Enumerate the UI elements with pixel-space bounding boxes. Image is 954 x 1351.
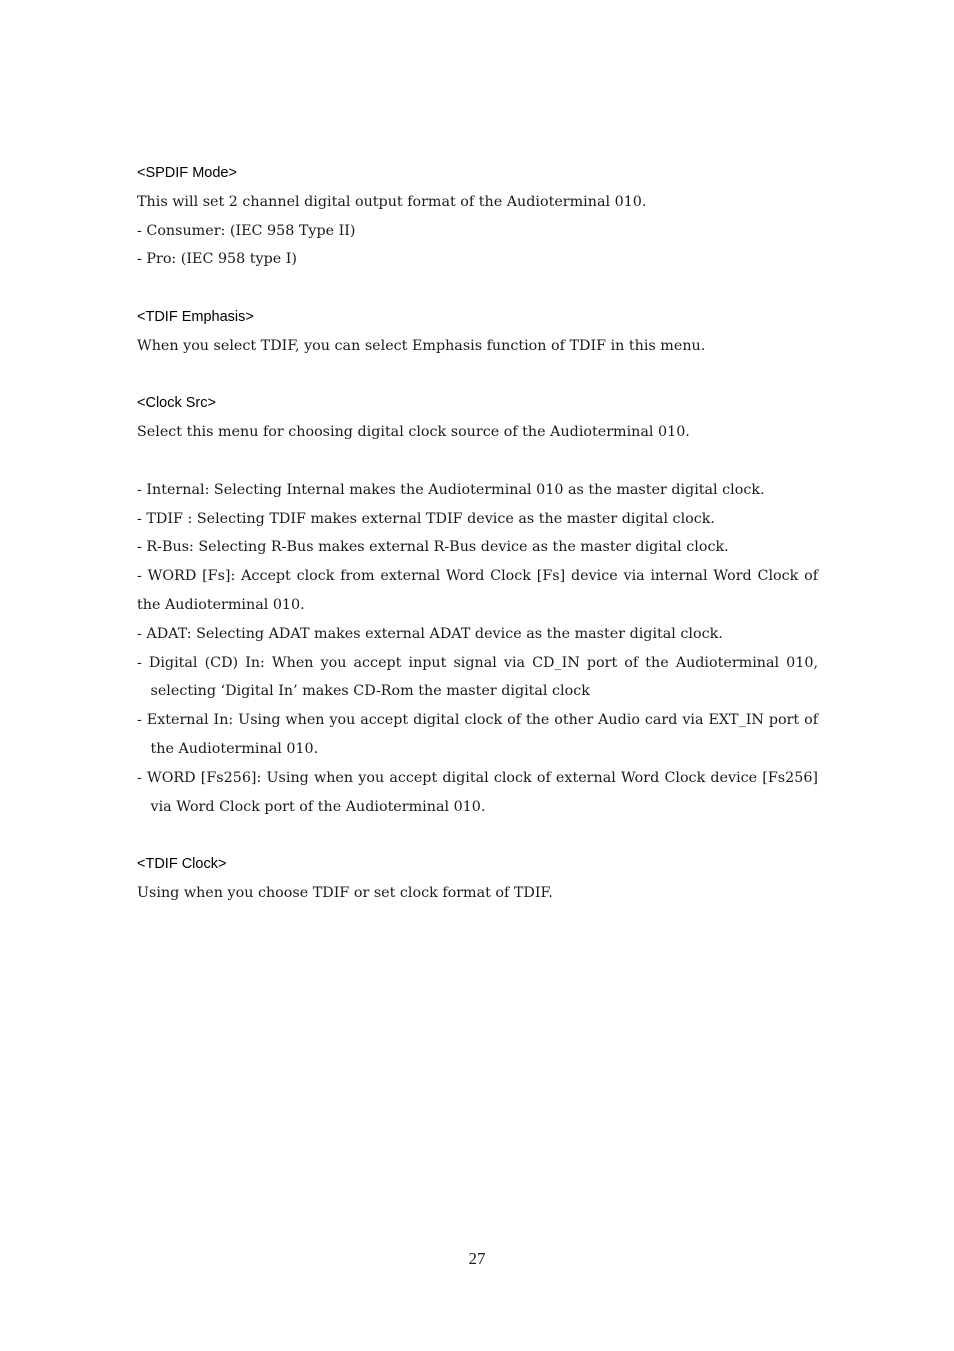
section-tdif-emphasis (137, 303, 818, 361)
option-item: - WORD [Fs]: Accept clock from external Word Clock [Fs] device via internal Word Clock of the Audioterminal 010. (137, 568, 818, 613)
section-description: This will set 2 channel digital output format of the Audioterminal 010. (137, 193, 647, 210)
blank-line (137, 274, 818, 303)
blank-line (137, 447, 818, 476)
section-description: When you select TDIF, you can select Emphasis function of TDIF in this menu. (137, 337, 706, 354)
blank-line (137, 821, 818, 850)
option-item: - External In: Using when you accept digital clock of the other Audio card via EXT_IN port of the Audioterminal 010. (137, 712, 818, 757)
option-item: - Consumer: (IEC 958 Type II) (137, 222, 356, 239)
section-heading: <Clock Src> (137, 395, 216, 412)
option-item: - Internal: Selecting Internal makes the Audioterminal 010 as the master digital clock. (137, 481, 765, 498)
section-clock-src (137, 389, 818, 821)
option-item: - Pro: (IEC 958 type I) (137, 251, 297, 268)
section-heading: <SPDIF Mode> (137, 165, 237, 181)
option-item: - R-Bus: Selecting R-Bus makes external R-Bus device as the master digital clock. (137, 539, 729, 556)
section-tdif-clock (137, 850, 818, 908)
option-item: - ADAT: Selecting ADAT makes external ADAT device as the master digital clock. (137, 625, 723, 642)
page-number: 27 (468, 1249, 486, 1268)
blank-line (137, 361, 818, 390)
option-item: - Digital (CD) In: When you accept input signal via CD_IN port of the Audioterminal 010, selecting ‘Digital In’ makes CD-Rom the master digital clock (137, 654, 818, 700)
section-description: Using when you choose TDIF or set clock format of TDIF. (137, 884, 553, 901)
option-item: - WORD [Fs256]: Using when you accept digital clock of external Word Clock device [Fs256] via Word Clock port of the Audioterminal 010. (137, 769, 818, 815)
section-heading: <TDIF Emphasis> (137, 308, 254, 325)
manual-page-body (137, 159, 818, 908)
option-item: - TDIF : Selecting TDIF makes external TDIF device as the master digital clock. (137, 510, 715, 527)
section-spdif-mode (137, 159, 818, 274)
section-description: Select this menu for choosing digital clock source of the Audioterminal 010. (137, 424, 690, 441)
section-heading: <TDIF Clock> (137, 856, 227, 873)
